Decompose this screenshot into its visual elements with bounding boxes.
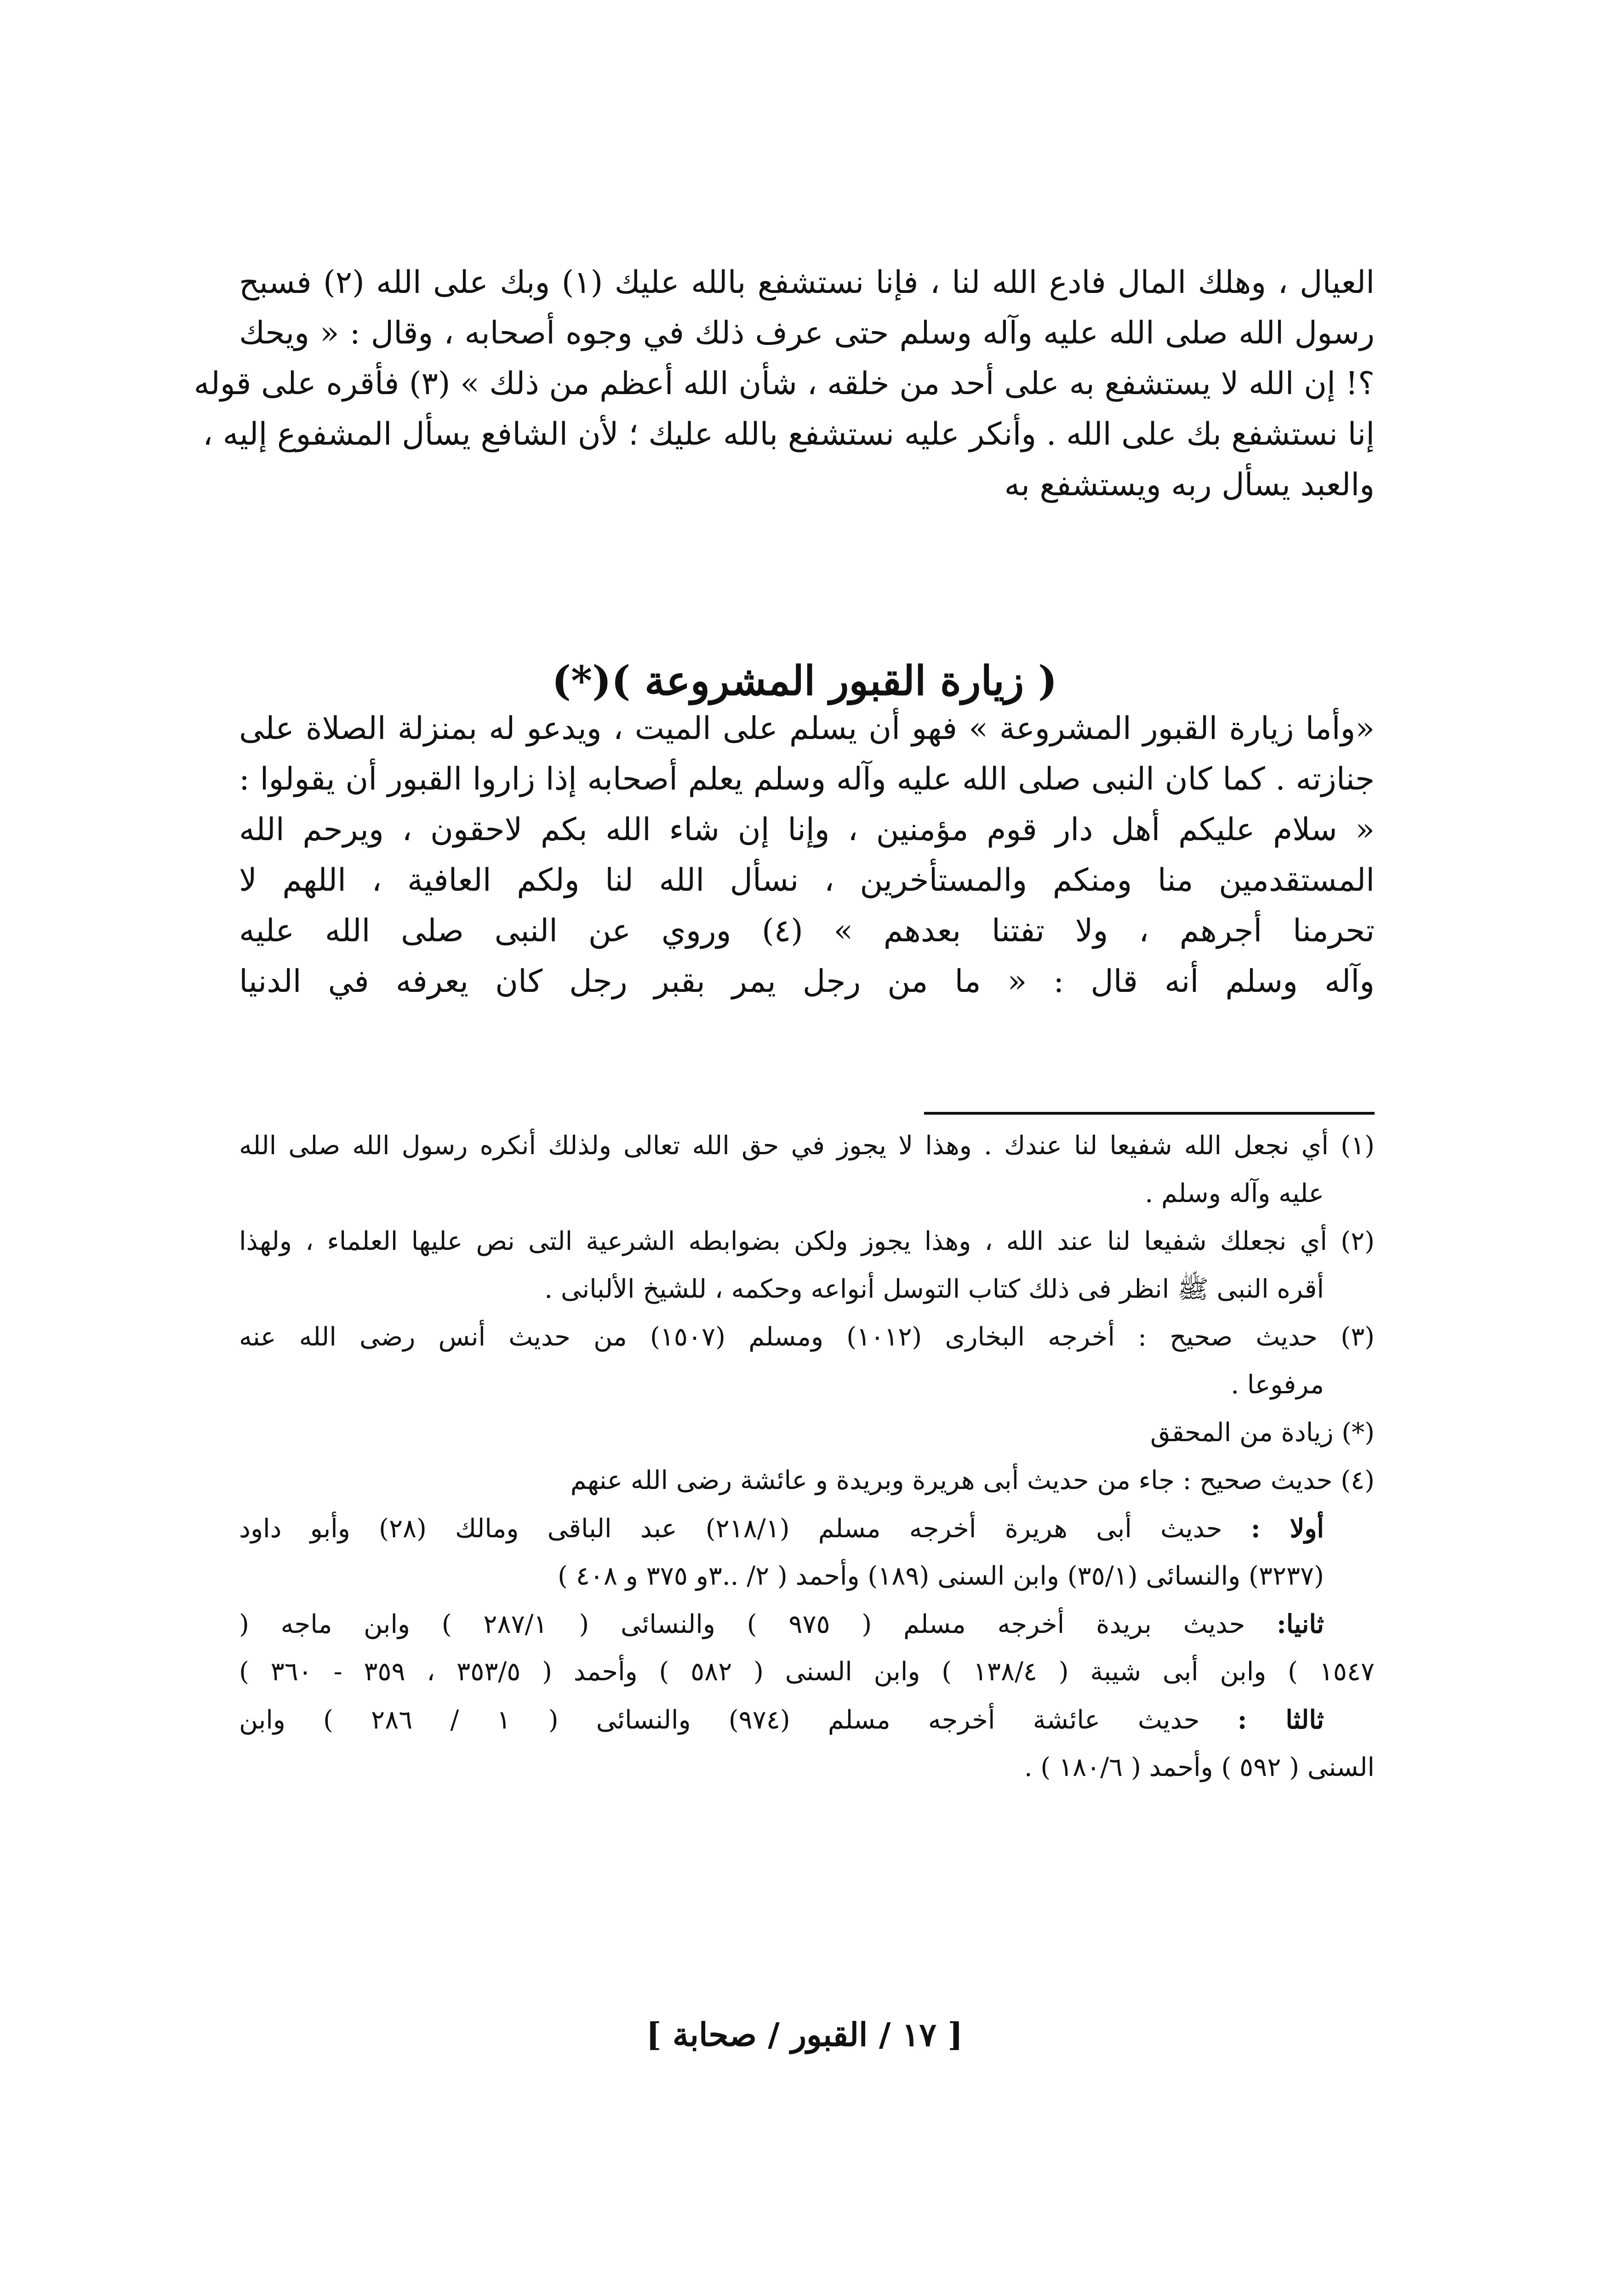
- footnote-star: (*) زيادة من المحقق: [1150, 1418, 1375, 1448]
- footnote-4-first-label: أولا :: [1250, 1513, 1324, 1544]
- footnote-1: (١) أي نجعل الله شفيعا لنا عندك . وهذا لا يجوز في حق الله تعالى ولذلك أنكره رسول الله صلى الله: [239, 1131, 1375, 1161]
- body-line-11: وآله وسلم أنه قال : « ما من رجل يمر بقبر رجل كان يعرفه في الدنيا: [239, 963, 1375, 1000]
- body-line-9: المستقدمين منا ومنكم والمستأخرين ، نسأل الله لنا ولكم العافية ، اللهم لا: [239, 862, 1375, 899]
- footnote-3-cont: مرفوعا .: [1231, 1370, 1324, 1400]
- footnote-4-second-text: حديث بريدة أخرجه مسلم ( ٩٧٥ ) والنسائى ( ٢٨٧/١ ) وابن ماجه (: [239, 1609, 1245, 1639]
- body-line-4: إنا نستشفع بك على الله . وأنكر عليه نستشفع بالله عليك ؛ لأن الشافع يسأل المشفوع إليه ،: [203, 416, 1375, 452]
- footnote-divider: [924, 1112, 1375, 1115]
- body-line-8: « سلام عليكم أهل دار قوم مؤمنين ، وإنا إن شاء الله بكم لاحقون ، ويرحم الله: [239, 812, 1375, 848]
- footnote-4: (٤) حديث صحيح : جاء من حديث أبى هريرة وبريدة و عائشة رضى الله عنهم: [570, 1466, 1375, 1495]
- body-line-6: «وأما زيارة القبور المشروعة » فهو أن يسلم على الميت ، ويدعو له بمنزلة الصلاة على: [239, 710, 1375, 747]
- footnote-4-first-cont: (٣٢٣٧) والنسائى (٣٥/١) وابن السنى (١٨٩) وأحمد ( ٢/ ..٣و ٣٧٥ و ٤٠٨ ): [558, 1561, 1324, 1591]
- footnote-4-second: [239, 1600, 1375, 1648]
- body-line-2: رسول الله صلى الله عليه وآله وسلم حتى عرف ذلك في وجوه أصحابه ، وقال : « ويحك: [239, 315, 1375, 351]
- footnote-1-cont: عليه وآله وسلم .: [1145, 1179, 1324, 1208]
- footnote-4-third-label: ثالثا :: [1237, 1705, 1324, 1735]
- body-line-10: تحرمنا أجرهم ، ولا تفتنا بعدهم » (٤) وروي عن النبى صلى الله عليه: [239, 913, 1375, 949]
- footnote-3: (٣) حديث صحيح : أخرجه البخارى (١٠١٢) ومسلم (١٥٠٧) من حديث أنس رضى الله عنه: [239, 1322, 1375, 1352]
- footnote-4-second-label: ثانيا:: [1277, 1609, 1324, 1639]
- footnote-4-third: [239, 1696, 1375, 1744]
- body-line-1: العيال ، وهلك المال فادع الله لنا ، فإنا نستشفع بالله عليك (١) وبك على الله (٢) فسبح: [239, 264, 1375, 301]
- section-heading: ( زيارة القبور المشروعة )(*): [552, 657, 1057, 704]
- footnote-2: (٢) أي نجعلك شفيعا لنا عند الله ، وهذا يجوز ولكن بضوابطه الشرعية التى نص عليها العلماء ، ولهذا: [239, 1226, 1375, 1256]
- page-footer: [ ١٧ / القبور / صحابة ]: [646, 2015, 963, 2054]
- footnote-4-third-text: حديث عائشة أخرجه مسلم (٩٧٤) والنسائى ( ١ / ٢٨٦ ) وابن: [239, 1705, 1200, 1735]
- body-line-3: ؟! إن الله لا يستشفع به على أحد من خلقه ، شأن الله أعظم من ذلك » (٣) فأقره على قوله: [194, 366, 1375, 402]
- footnote-4-first: [239, 1505, 1375, 1552]
- body-paragraph-2: [239, 704, 1375, 1007]
- footnote-2-cont: أقره النبى ﷺ انظر فى ذلك كتاب التوسل أنواعه وحكمه ، للشيخ الألبانى .: [544, 1274, 1324, 1304]
- body-line-7: جنازته . كما كان النبى صلى الله عليه وآله وسلم يعلم أصحابه إذا زاروا القبور أن يقولوا :: [239, 761, 1375, 797]
- footnote-4-second-cont: ١٥٤٧ ) وابن أبى شيبة ( ١٣٨/٤ ) وابن السنى ( ٥٨٢ ) وأحمد ( ٣٥٣/٥ ، ٣٥٩ - ٣٦٠ ): [239, 1657, 1375, 1687]
- footnotes: [239, 1122, 1375, 1792]
- footnote-4-first-text: حديث أبى هريرة أخرجه مسلم (٢١٨/١) عبد الباقى ومالك (٢٨) وأبو داود: [239, 1514, 1222, 1544]
- footnote-4-third-cont: السنى ( ٥٩٢ ) وأحمد ( ١٨٠/٦ ) .: [1024, 1752, 1375, 1782]
- body-line-5: والعبد يسأل ربه ويستشفع به: [1004, 467, 1375, 503]
- body-paragraph-1: [194, 258, 1375, 510]
